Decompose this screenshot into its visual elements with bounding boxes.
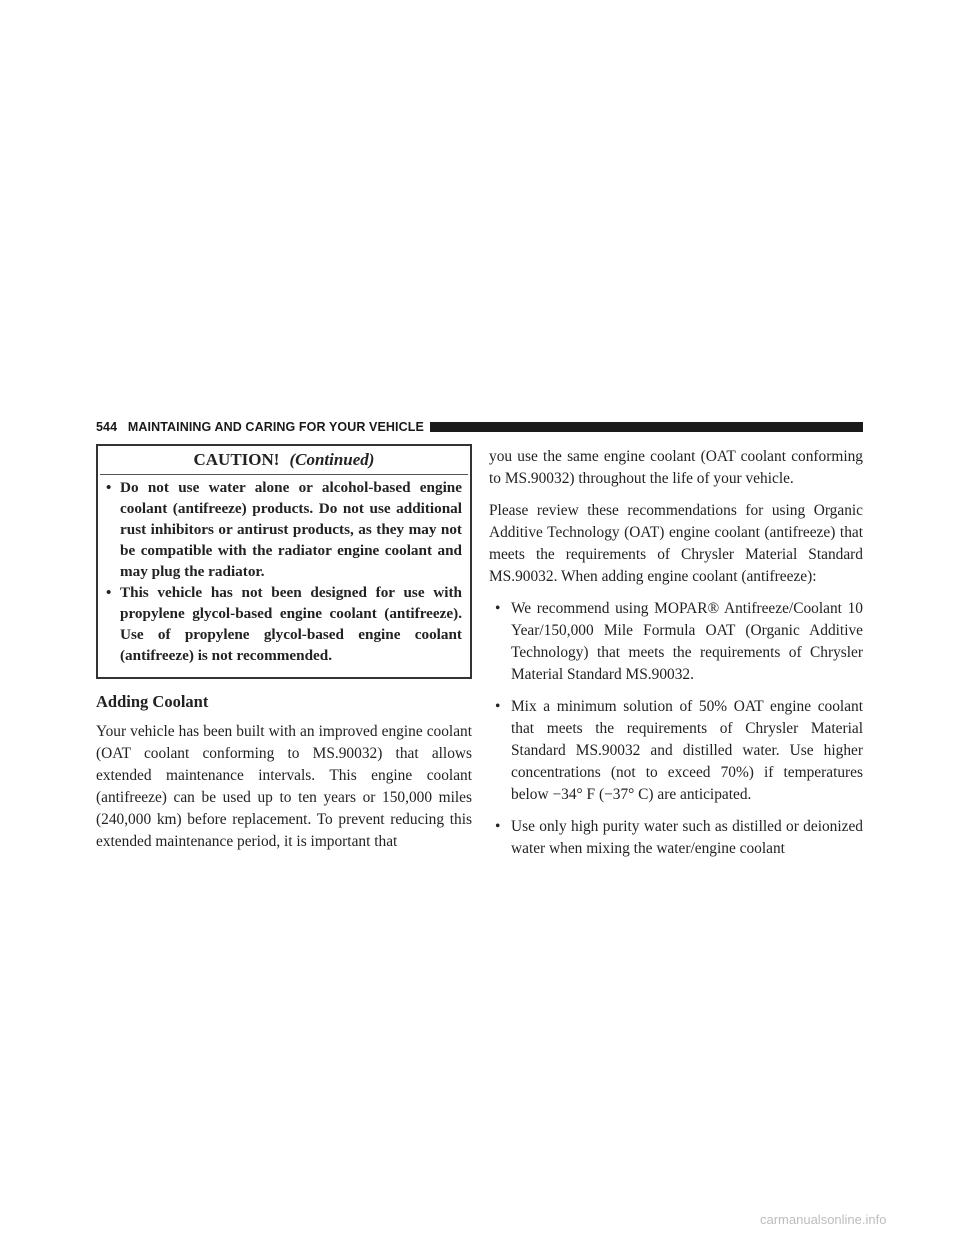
page-header [96,418,863,436]
bullet-icon: • [495,600,501,617]
caution-item-text: This vehicle has not been designed for use with propylene glycol-based engine coolant (antifreeze). Use of propylene glycol-based engine coolant (antifreeze) is not recommended. [120,584,462,664]
page-number: 544 [96,420,118,434]
caution-item [98,582,470,666]
caution-continued: (Continued) [289,450,375,469]
right-column [489,446,863,870]
recommendation-item [489,816,863,860]
recommendation-text: Use only high purity water such as distilled or deionized water when mixing the water/engine coolant [511,818,863,857]
page-header-text [96,420,424,434]
bullet-icon: • [495,698,501,715]
bullet-icon: • [495,818,501,835]
caution-list [98,477,470,666]
bullet-icon: • [106,584,112,601]
section-title: MAINTAINING AND CARING FOR YOUR VEHICLE [127,420,424,434]
caution-item-text: Do not use water alone or alcohol-based engine coolant (antifreeze) products. Do not use additional rust inhibitors or antirust products, as they may not be compatible with the radiator engine coolant and may plug the radiator. [120,479,462,580]
recommendation-item [489,598,863,686]
section-heading-adding-coolant: Adding Coolant [96,692,209,711]
header-rule [430,422,863,432]
recommendations-intro: Please review these recommendations for using Organic Additive Technology (OAT) engine coolant (antifreeze) that meets the requirements of Chrysler Material Standard MS.90032. When adding engine coolant (antifreeze): [489,502,863,585]
caution-item [98,477,470,582]
recommendation-text: We recommend using MOPAR® Antifreeze/Coolant 10 Year/150,000 Mile Formula OAT (Organic Additive Technology) that meets the requirements of Chrysler Material Standard MS.90032. [511,600,863,683]
caution-label: CAUTION! [193,450,280,469]
bullet-icon: • [106,479,112,496]
left-column [96,444,472,853]
adding-coolant-paragraph: Your vehicle has been built with an improved engine coolant (OAT coolant conforming to MS.90032) that allows extended maintenance intervals. This engine coolant (antifreeze) can be used up to ten years or 150,000 miles (240,000 km) before replacement. To prevent reducing this extended maintenance period, it is important that [96,723,472,850]
recommendation-text: Mix a minimum solution of 50% OAT engine coolant that meets the requirements of Chrysler Material Standard MS.90032 and distilled water. Use higher concentrations (not to exceed 70%) if temperatures below −34° F (−37° C) are anticipated. [511,698,863,803]
caution-box [96,444,472,679]
watermark: carmanualsonline.info [760,1212,887,1227]
recommendations-list [489,598,863,860]
recommendation-item [489,696,863,806]
caution-title [100,448,468,475]
continuation-paragraph: you use the same engine coolant (OAT coolant conforming to MS.90032) throughout the life of your vehicle. [489,448,863,487]
